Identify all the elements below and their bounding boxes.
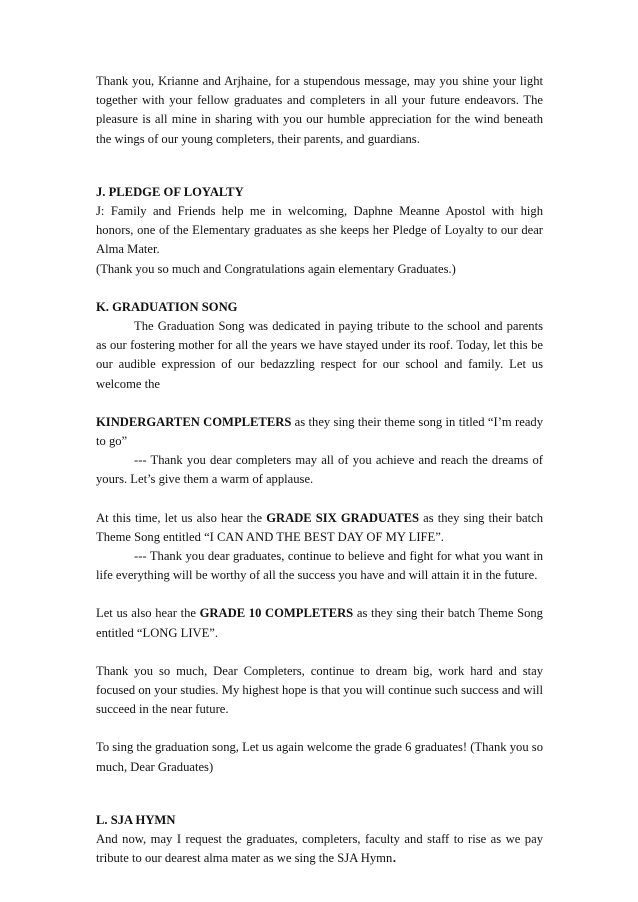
section-j-paragraph: J: Family and Friends help me in welcoming, Daphne Meanne Apostol with high honors, one of the Elementary graduates as she keeps her Pledge of Loyalty to our dear Alma Mater.	[96, 204, 543, 257]
spacer	[96, 279, 543, 298]
kindergarten-paragraph	[96, 413, 543, 451]
grade-ten-completers-label: GRADE 10 COMPLETERS	[199, 606, 354, 621]
section-l-paragraph	[96, 830, 543, 868]
spacer	[96, 585, 543, 604]
section-l-heading: L. SJA HYMN	[96, 812, 176, 827]
grade-six-pre: At this time, let us also hear the	[96, 510, 267, 525]
document-page	[96, 72, 543, 869]
grade-ten-pre: Let us also hear the	[96, 606, 200, 621]
grade-ten-thanks: Thank you so much, Dear Completers, continue to dream big, work hard and stay focused on your studies. My highest hope is that you will continue such success and will succeed in the near future.	[96, 663, 543, 717]
kindergarten-thanks: --- Thank you dear completers may all of you achieve and reach the dreams of yours. Let’s give them a warm of applause.	[96, 453, 543, 487]
section-l-text: And now, may I request the graduates, completers, faculty and staff to rise as we pay tribute to our dearest alma mater as we sing the SJA Hymn	[96, 832, 543, 866]
spacer	[96, 394, 543, 413]
grade-six-post: as they sing their batch Theme Song entitled “I CAN AND THE BEST DAY OF MY LIFE”.	[96, 510, 543, 544]
grade-six-thanks: --- Thank you dear graduates, continue to believe and fight for what you want in life everything will be worthy of all the success you have and will attain it in the future.	[96, 549, 543, 583]
section-k-heading: K. GRADUATION SONG	[96, 299, 238, 314]
spacer	[96, 149, 543, 183]
grade-ten-paragraph	[96, 604, 543, 642]
grade-ten-post: as they sing their batch Theme Song entitled “LONG LIVE”.	[96, 606, 543, 640]
spacer	[96, 490, 543, 509]
kindergarten-text: as they sing their theme song in titled “I’m ready to go”	[96, 414, 544, 449]
grade-six-graduates-label: GRADE SIX GRADUATES	[266, 510, 420, 525]
grade-six-paragraph	[96, 509, 543, 547]
section-j-heading: J. PLEDGE OF LOYALTY	[96, 184, 244, 199]
spacer	[96, 777, 543, 811]
section-k-closing: To sing the graduation song, Let us again welcome the grade 6 graduates! (Thank you so much, Dear Graduates)	[96, 740, 543, 774]
spacer	[96, 643, 543, 662]
section-j-thanks: (Thank you so much and Congratulations again elementary Graduates.)	[96, 261, 456, 276]
kindergarten-completers-label: KINDERGARTEN COMPLETERS	[96, 414, 292, 429]
section-k-intro: The Graduation Song was dedicated in paying tribute to the school and parents as our fostering mother for all the years we have stayed under its roof. Today, let this be our audible expression of our bedazzling respect for our school and family. Let us welcome the	[96, 319, 543, 391]
section-l-end-mark: .	[392, 847, 397, 867]
spacer	[96, 719, 543, 738]
intro-paragraph: Thank you, Krianne and Arjhaine, for a stupendous message, may you shine your light together with your fellow graduates and completers in all your future endeavors. The pleasure is all mine in sharing with you our humble appreciation for the wind beneath the wings of our young completers, their parents, and guardians.	[96, 74, 543, 146]
